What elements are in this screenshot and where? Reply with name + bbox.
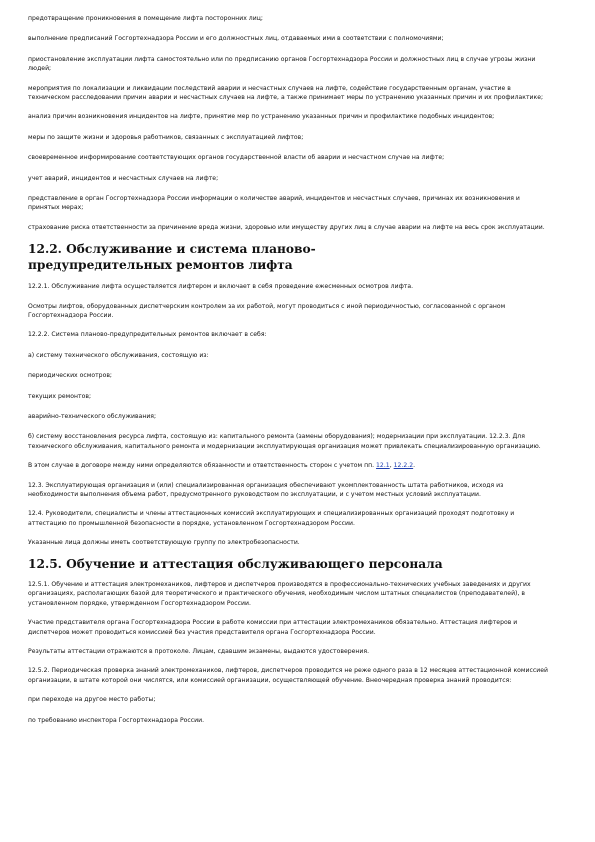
link-12-2-2[interactable]: 12.2.2 bbox=[393, 462, 414, 470]
list-item: периодических осмотров; bbox=[28, 372, 113, 380]
paragraph: а) систему технического обслуживания, состоящую из: bbox=[28, 351, 209, 359]
paragraph-text: В этом случае в договоре между ними определяются обязанности и ответственность сторон с учетом пп. bbox=[28, 462, 375, 470]
paragraph: предотвращение проникновения в помещение лифта посторонних лиц; bbox=[28, 15, 263, 22]
paragraph: Результаты аттестации отражаются в протоколе. Лицам, сдавшим экзамены, выдаются удостоверения. bbox=[28, 648, 370, 656]
section-heading-12-2: 12.2. Обслуживание и система планово-предупредительных ремонтов лифта bbox=[28, 242, 316, 272]
paragraph: представление в орган Госгортехнадзора России информации о количестве аварий, инцидентов и несчастных случаев, причинах их возникновения и принятых мерах; bbox=[28, 195, 520, 212]
list-item: аварийно-технического обслуживания; bbox=[28, 412, 157, 420]
paragraph: Осмотры лифтов, оборудованных диспетчерским контролем за их работой, могут проводиться с иной периодичностью, согласованной с органом Госгортехнадзора России. bbox=[28, 302, 506, 319]
paragraph: 12.4. Руководители, специалисты и члены аттестационных комиссий эксплуатирующих и специализированных организаций проходят подготовку и аттестацию по промышленной безопасности в порядке, установленном Госгортехнадзором России. bbox=[28, 510, 515, 527]
paragraph: своевременное информирование соответствующих органов государственной власти об аварии и несчастном случае на лифте; bbox=[28, 154, 445, 162]
paragraph: б) систему восстановления ресурса лифта, состоящую из: капитального ремонта (замены оборудования); модернизации при эксплуатации. 12.2.3. Для технического обслуживания, капитального ремонта и модернизации эксплуатирующая организация может привлекать специализированную организацию. bbox=[28, 433, 541, 450]
paragraph: 12.2.2. Система планово-предупредительных ремонтов включает в себя: bbox=[28, 331, 267, 339]
link-12-1[interactable]: 12.1 bbox=[376, 462, 390, 470]
paragraph: страхование риска ответственности за причинение вреда жизни, здоровью или имуществу других лиц в случае аварии на лифте на весь срок эксплуатации. bbox=[28, 223, 545, 231]
paragraph: 12.2.1. Обслуживание лифта осуществляется лифтером и включает в себя проведение ежесменных осмотров лифта. bbox=[28, 283, 414, 291]
paragraph: приостановление эксплуатации лифта самостоятельно или по предписанию органов Госгортехнадзора России и должностных лиц в случае угрозы жизни людей; bbox=[28, 55, 536, 73]
paragraph-with-links bbox=[28, 461, 551, 470]
paragraph-end: . bbox=[413, 462, 416, 470]
paragraph: 12.5.1. Обучение и аттестация электромехаников, лифтеров и диспетчеров производятся в профессионально-технических учебных заведениях и других организациях, располагающих базой для теоретического и практического обучения, необходимым числом штатных специалистов (преподавателей), в установленном порядке, утвержденном Госгортехнадзором России. bbox=[28, 581, 531, 607]
link-separator: , bbox=[389, 462, 394, 470]
paragraph: анализ причин возникновения инцидентов на лифте, принятие мер по устранению указанных причин и профилактике подобных инцидентов; bbox=[28, 113, 495, 121]
list-item: при переходе на другое место работы; bbox=[28, 696, 156, 704]
paragraph: учет аварий, инцидентов и несчастных случаев на лифте; bbox=[28, 174, 219, 182]
list-item: текущих ремонтов; bbox=[28, 392, 92, 400]
section-heading-12-5: 12.5. Обучение и аттестация обслуживающего персонала bbox=[28, 556, 443, 571]
paragraph: выполнение предписаний Госгортехнадзора России и его должностных лиц, отдаваемых ими в соответствии с полномочиями; bbox=[28, 35, 444, 43]
paragraph: 12.5.2. Периодическая проверка знаний электромехаников, лифтеров, диспетчеров проводится не реже одного раза в 12 месяцев аттестационной комиссией организации, в штате которой они числятся, или комиссией организации, осуществляющей обучение. Внеочередная проверка знаний проводится: bbox=[28, 667, 548, 684]
paragraph: 12.3. Эксплуатирующая организация и (или) специализированная организация обеспечивают укомплектованность штата работников, исходя из необходимости выполнения объема работ, предусмотренного руководством по эксплуатации, и с учетом местных условий эксплуатации. bbox=[28, 481, 504, 498]
list-item: по требованию инспектора Госгортехнадзора России. bbox=[28, 716, 205, 724]
paragraph: меры по защите жизни и здоровья работников, связанных с эксплуатацией лифтов; bbox=[28, 133, 304, 141]
paragraph: мероприятия по локализации и ликвидации последствий аварии и несчастных случаев на лифте, содействие государственным органам, участие в техническом расследовании причин аварии и несчастных случаев на лифте, а также принимает меры по устранению указанных причин и их профилактике; bbox=[28, 84, 544, 102]
paragraph: Указанные лица должны иметь соответствующую группу по электробезопасности. bbox=[28, 539, 300, 547]
paragraph: Участие представителя органа Госгортехнадзора России в работе комиссии при аттестации электромехаников обязательно. Аттестация лифтеров и диспетчеров может проводиться комиссией без участия представителя органа Госгортехнадзора России. bbox=[28, 619, 518, 636]
